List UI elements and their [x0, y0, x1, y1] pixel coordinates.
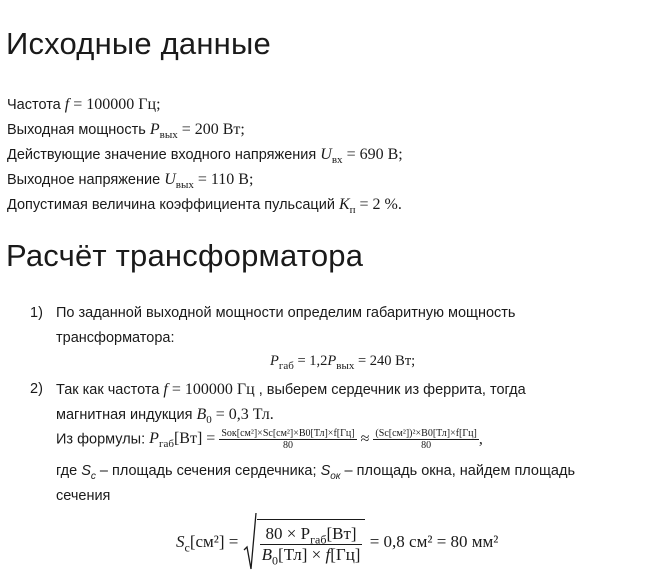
- section-title-transformer-calc: Расчёт трансформатора: [6, 238, 364, 273]
- line-output-voltage: [7, 171, 254, 192]
- sqrt-expression: [243, 512, 366, 572]
- step-2-formula-line: Из формулы: $P_{габ}[Вт]$ = $\frac{\text{Sок[см²]×Sc[см²]×B0[Тл]×f[Гц]}}{80}$ ≈ $\frac{\text{(Sc[см²])²×B0[Тл]×f[Гц]}}{80}$ ,: [56, 428, 483, 451]
- line-label: Выходное напряжение: [7, 172, 165, 188]
- step-2-line2: магнитная индукция $B_0 = 0,3$ Тл.: [56, 406, 274, 427]
- sqrt-icon: [243, 512, 257, 572]
- formula-core-area: $S_c[см^2]$ = $\frac{80 \times P_{габ}[Вт]}{B_0[Тл] \times f[Гц]}$ = 0,8 см² = 80 мм²: [176, 512, 498, 572]
- formula: $P_{вых} = 200$ Вт;: [149, 121, 245, 142]
- line-input-voltage: [7, 146, 403, 167]
- step-2-line1: Так как частота f = 100000 Гц , выберем сердечник из феррита, тогда: [56, 381, 526, 398]
- formula: $U_{вых} = 110$ В;: [164, 171, 254, 192]
- step-2-line5: сечения: [56, 488, 111, 504]
- line-label: Частота: [7, 97, 65, 113]
- fraction-core-area: $\frac{80 \times P_{габ}[Вт]}{B_0[Тл] \times f[Гц]}$: [261, 524, 361, 568]
- step-2-line4: где $S_c$ – площадь сечения сердечника; $S_{ок}$ – площадь окна, найдем площадь: [56, 463, 576, 482]
- formula-gabarit-power: $P_{габ} = 1,2P_{вых} = 240$ Вт;: [270, 353, 416, 372]
- line-label: Допустимая величина коэффициента пульсаций: [7, 197, 339, 213]
- line-frequency: [7, 96, 161, 114]
- section-title-initial-data: Исходные данные: [6, 26, 271, 61]
- line-label: Выходная мощность: [7, 122, 150, 138]
- step-1-number: 1): [30, 305, 43, 321]
- fraction-approx-formula: $\frac{\text{(Sc[см²])²×B0[Тл]×f[Гц]}}{80}$: [375, 428, 477, 451]
- formula: $U_{вх} = 690$ В;: [320, 146, 403, 167]
- line-ripple-coefficient: [7, 196, 402, 217]
- formula: f = 100000 Гц;: [64, 96, 161, 113]
- step-2-number: 2): [30, 381, 43, 397]
- formula: $K_п = 2$ %.: [338, 196, 402, 217]
- line-label: Действующие значение входного напряжения: [7, 147, 321, 163]
- line-output-power: [7, 121, 245, 142]
- step-1-text-line2: трансформатора:: [56, 330, 175, 346]
- fraction-power-formula: $\frac{\text{Sок[см²]×Sc[см²]×B0[Тл]×f[Гц]}}{80}$: [221, 428, 355, 451]
- step-1-text-line1: По заданной выходной мощности определим габаритную мощность: [56, 305, 516, 321]
